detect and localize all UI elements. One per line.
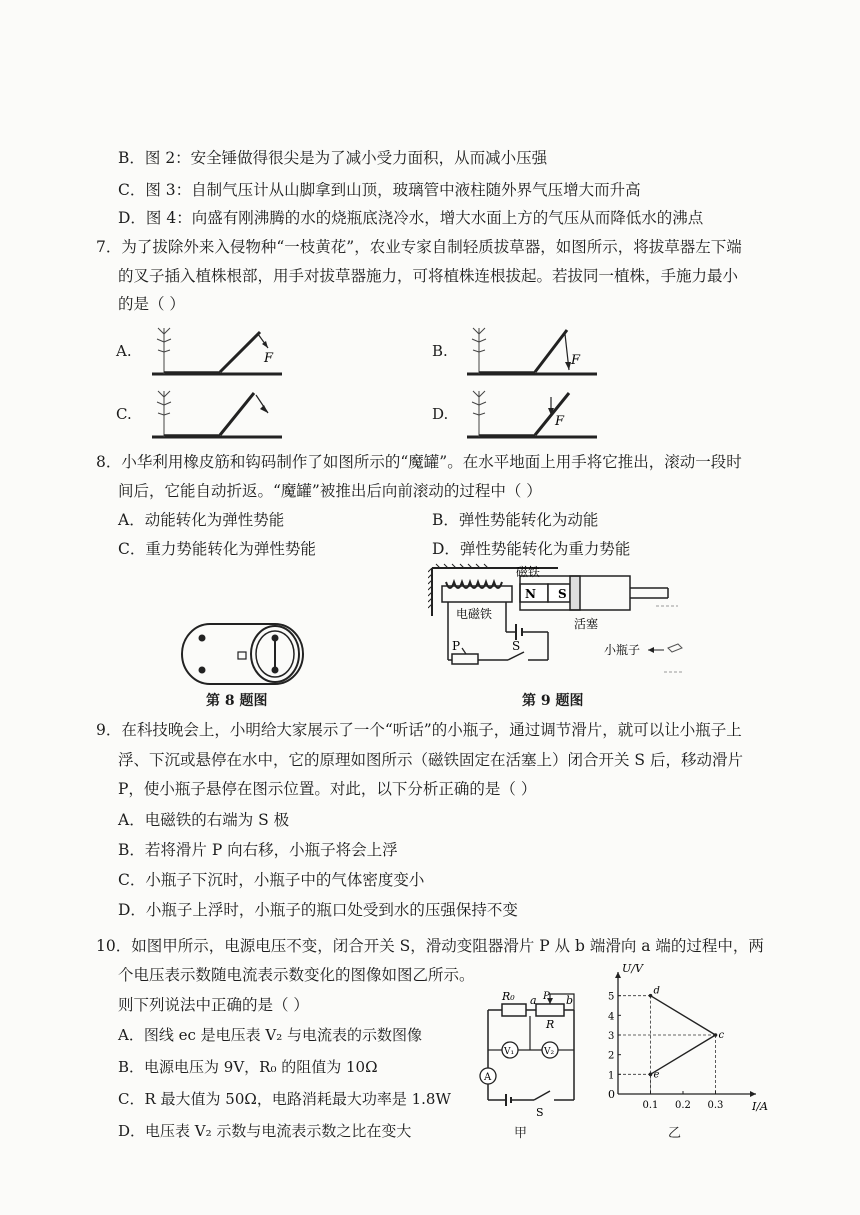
fig9-s-pole: S [558,587,567,601]
weight-icon [238,652,246,659]
rheostat-icon [452,654,478,664]
x-axis-arrow [750,1091,756,1097]
fig9-slider-label: P [452,639,461,653]
x-tick-label: 0.3 [707,1100,724,1111]
q9-option-d: D．小瓶子上浮时，小瓶子的瓶口处受到水的压强保持不变 [118,901,518,919]
origin-label: 0 [608,1088,615,1101]
data-point [649,1073,653,1077]
fig9-electromagnet-label: 电磁铁 [456,607,493,621]
fig9-switch-label: S [512,639,521,653]
q7-force-b: F [571,353,581,368]
label-r: R [546,1018,555,1031]
q8-option-d: D．弹性势能转化为重力势能 [432,540,631,558]
q9-option-c: C．小瓶子下沉时，小瓶子中的气体密度变小 [118,871,425,889]
q7-figure-d [465,385,600,443]
q8-option-b: B．弹性势能转化为动能 [432,511,599,529]
fig9-diagram [428,562,690,690]
plant-icon [157,328,171,374]
label-switch: S [536,1106,544,1119]
y-tick-label: 1 [608,1070,615,1082]
q10-option-d: D．电压表 V₂ 示数与电流表示数之比在变大 [118,1122,412,1140]
q7-label-d: D. [432,405,449,423]
y-tick-label: 3 [608,1031,615,1042]
resistor-r0-icon [502,1004,526,1016]
label-p: P [543,991,550,1002]
label-a: a [530,994,537,1007]
fig9-magnet-label: 磁铁 [516,565,541,579]
q7-figure-a [150,322,285,380]
fig9-bottle-label: 小瓶子 [604,643,641,657]
point-label: c [718,1030,725,1041]
q8-stem-line1: 8．小华利用橡皮筋和钩码制作了如图所示的“魔罐”。在水平地面上用手将它推出，滚动一段时 [96,453,742,471]
q8-option-a: A．动能转化为弹性势能 [118,511,285,529]
series-line-1 [651,996,716,1035]
magic-can-figure [180,622,305,686]
q10-option-b: B．电源电压为 9V，R₀ 的阻值为 10Ω [118,1058,378,1076]
q7-figure-c [150,385,285,443]
bottle-icon [668,644,682,652]
q9-option-a: A．电磁铁的右端为 S 极 [118,811,290,829]
q7-force-d: F [555,414,565,429]
q7-force-a: F [264,351,274,366]
q7-label-c: C. [116,405,132,423]
x-tick-label: 0.2 [675,1100,691,1111]
plant-icon [472,391,486,437]
point-label: d [653,985,660,997]
q6-option-c: C．图 3：自制气压计从山脚拿到山顶，玻璃管中液柱随外界气压增大而升高 [118,181,641,199]
q9-stem-line2: 浮、下沉或悬停在水中，它的原理如图所示（磁铁固定在活塞上）闭合开关 S 后，移动滑片 [118,751,743,769]
fig9-piston-label: 活塞 [574,617,599,631]
x-axis-label: I/A [752,1100,768,1113]
switch-icon [508,652,524,660]
q7-stem-line3: 的是（ ） [118,295,185,313]
q10-option-a: A．图线 ec 是电压表 V₂ 与电流表的示数图像 [118,1026,423,1044]
label-ammeter: A [484,1072,492,1083]
q7-stem-line2: 的叉子插入植株根部，用手对拔草器施力，可将植株连根拔起。若拔同一植株，手施力最小 [118,267,739,285]
q6-option-d: D．图 4：向盛有刚沸腾的水的烧瓶底浇冷水，增大水面上方的气压从而降低水的沸点 [118,209,704,227]
label-v2: V₂ [544,1047,555,1057]
q7-figure-b [465,322,600,380]
y-axis-label: U/V [622,962,643,975]
y-axis-arrow [615,972,621,978]
fig9-caption: 第 9 题图 [522,693,584,709]
fig9-n-pole: N [525,587,536,601]
data-point [714,1033,718,1037]
q8-stem-line2: 间后，它能自动折返。“魔罐”被推出后向前滚动的过程中（ ） [118,482,542,500]
y-tick-label: 2 [608,1050,615,1062]
q7-label-a: A. [116,342,132,360]
fig8-caption: 第 8 题图 [206,693,268,709]
y-tick-label: 5 [608,991,615,1003]
q6-option-b: B．图 2：安全锤做得很尖是为了减小受力面积，从而减小压强 [118,149,548,167]
q7-label-b: B. [432,342,448,360]
label-b: b [566,994,574,1007]
y-tick-label: 4 [608,1011,615,1023]
q9-stem-line3: P，使小瓶子悬停在图示位置。对此，以下分析正确的是（ ） [118,780,537,798]
data-point [649,994,653,998]
plant-icon [472,328,486,374]
switch-icon [534,1091,550,1100]
q10-stem-line3: 则下列说法中正确的是（ ） [118,996,309,1014]
point-label: e [653,1069,660,1081]
plant-icon [157,391,171,437]
rheostat-r-icon [536,1004,564,1016]
q10-stem-line2: 个电压表示数随电流表示数变化的图像如图乙所示。 [118,966,475,984]
q7-stem-line1: 7．为了拔除外来入侵物种“一枝黄花”，农业专家自制轻质拔草器，如图所示，将拔草器左下端 [96,238,742,256]
label-v1: V₁ [504,1047,515,1057]
circuit-caption: 甲 [514,1126,528,1141]
circuit-diagram [470,990,582,1120]
q9-option-b: B．若将滑片 P 向右移，小瓶子将会上浮 [118,841,398,859]
q10-stem-line1: 10．如图甲所示，电源电压不变，闭合开关 S，滑动变阻器滑片 P 从 b 端滑向 a 端的过程中，两 [96,937,764,955]
q8-option-c: C．重力势能转化为弹性势能 [118,540,316,558]
u-i-chart [598,962,768,1122]
chart-caption: 乙 [668,1126,682,1141]
x-tick-label: 0.1 [642,1100,659,1111]
q9-stem-line1: 9．在科技晚会上，小明给大家展示了一个“听话”的小瓶子，通过调节滑片，就可以让小瓶子上 [96,721,742,739]
q10-option-c: C．R 最大值为 50Ω，电路消耗最大功率是 1.8W [118,1090,451,1108]
label-r0: R₀ [502,990,515,1003]
series-line-2 [651,1035,716,1074]
